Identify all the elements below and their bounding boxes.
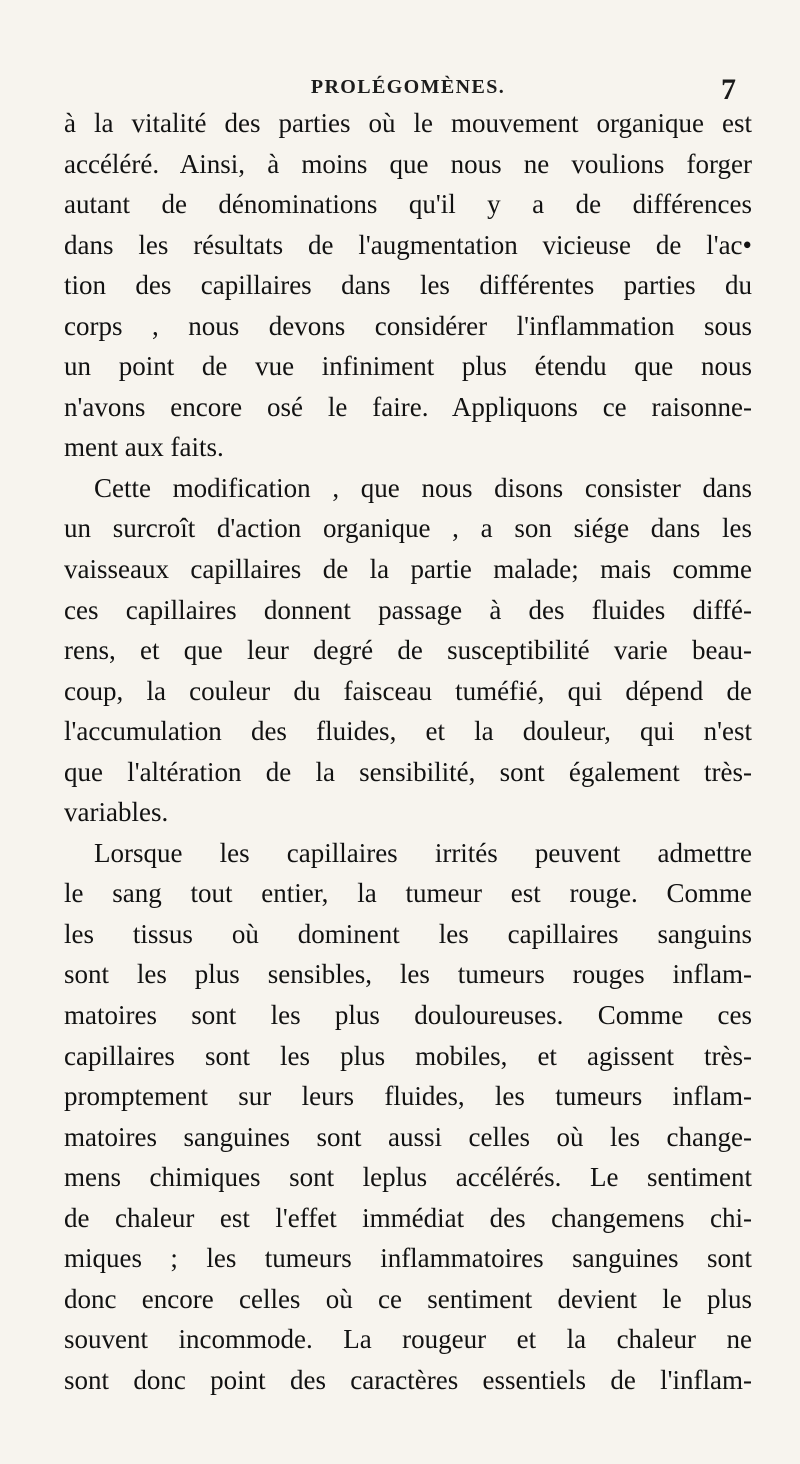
text-line: un point de vue infiniment plus étendu que nous (64, 351, 752, 382)
text-line: mens chimiques sont leplus accélérés. Le sentiment (64, 1162, 752, 1193)
text-line: ment aux faits. (64, 432, 224, 463)
text-line: miques ; les tumeurs inflammatoires sanguines sont (64, 1243, 752, 1274)
text-line: donc encore celles où ce sentiment devient le plus (64, 1283, 752, 1314)
text-line: promptement sur leurs fluides, les tumeurs inflam- (64, 1081, 752, 1112)
text-line: matoires sanguines sont aussi celles où les change- (64, 1121, 752, 1152)
running-title: PROLÉGOMÈNES. (310, 76, 506, 98)
text-line: ces capillaires donnent passage à des fluides diffé- (64, 594, 752, 625)
text-line: autant de dénominations qu'il y a de différences (64, 189, 752, 220)
text-line: sont les plus sensibles, les tumeurs rouges inflam- (64, 959, 752, 990)
text-line: variables. (64, 797, 169, 828)
text-line: n'avons encore osé le faire. Appliquons ce raisonne- (64, 391, 752, 422)
text-line: vaisseaux capillaires de la partie malade; mais comme (64, 554, 752, 585)
text-line: l'accumulation des fluides, et la douleur, qui n'est (64, 716, 752, 747)
text-line: sont donc point des caractères essentiels de l'inflam- (64, 1364, 752, 1395)
text-line: capillaires sont les plus mobiles, et agissent très- (64, 1040, 752, 1071)
text-line: tion des capillaires dans les différentes parties du (64, 270, 752, 301)
page-header (64, 73, 752, 106)
text-line: le sang tout entier, la tumeur est rouge. Comme (64, 878, 752, 909)
paragraph-start: Cette modification , que nous disons consister dans (94, 472, 752, 503)
body-text (64, 103, 752, 1401)
text-line: matoires sont les plus douloureuses. Comme ces (64, 1000, 752, 1031)
text-line: rens, et que leur degré de susceptibilité varie beau- (64, 635, 752, 666)
page-number: 7 (721, 73, 736, 106)
text-line: accéléré. Ainsi, à moins que nous ne voulions forger (64, 148, 752, 179)
text-line: à la vitalité des parties où le mouvement organique est (64, 108, 752, 138)
text-line: de chaleur est l'effet immédiat des changemens chi- (64, 1202, 752, 1233)
paragraph-start: Lorsque les capillaires irrités peuvent admettre (94, 837, 752, 868)
text-line: coup, la couleur du faisceau tuméfié, qui dépend de (64, 675, 752, 706)
text-line: un surcroît d'action organique , a son siége dans les (64, 513, 752, 544)
text-line: les tissus où dominent les capillaires sanguins (64, 918, 752, 949)
text-line: souvent incommode. La rougeur et la chaleur ne (64, 1324, 752, 1355)
text-line: corps , nous devons considérer l'inflammation sous (64, 310, 752, 341)
text-line: que l'altération de la sensibilité, sont également très- (64, 756, 752, 787)
text-line: dans les résultats de l'augmentation vicieuse de l'ac• (64, 229, 752, 260)
